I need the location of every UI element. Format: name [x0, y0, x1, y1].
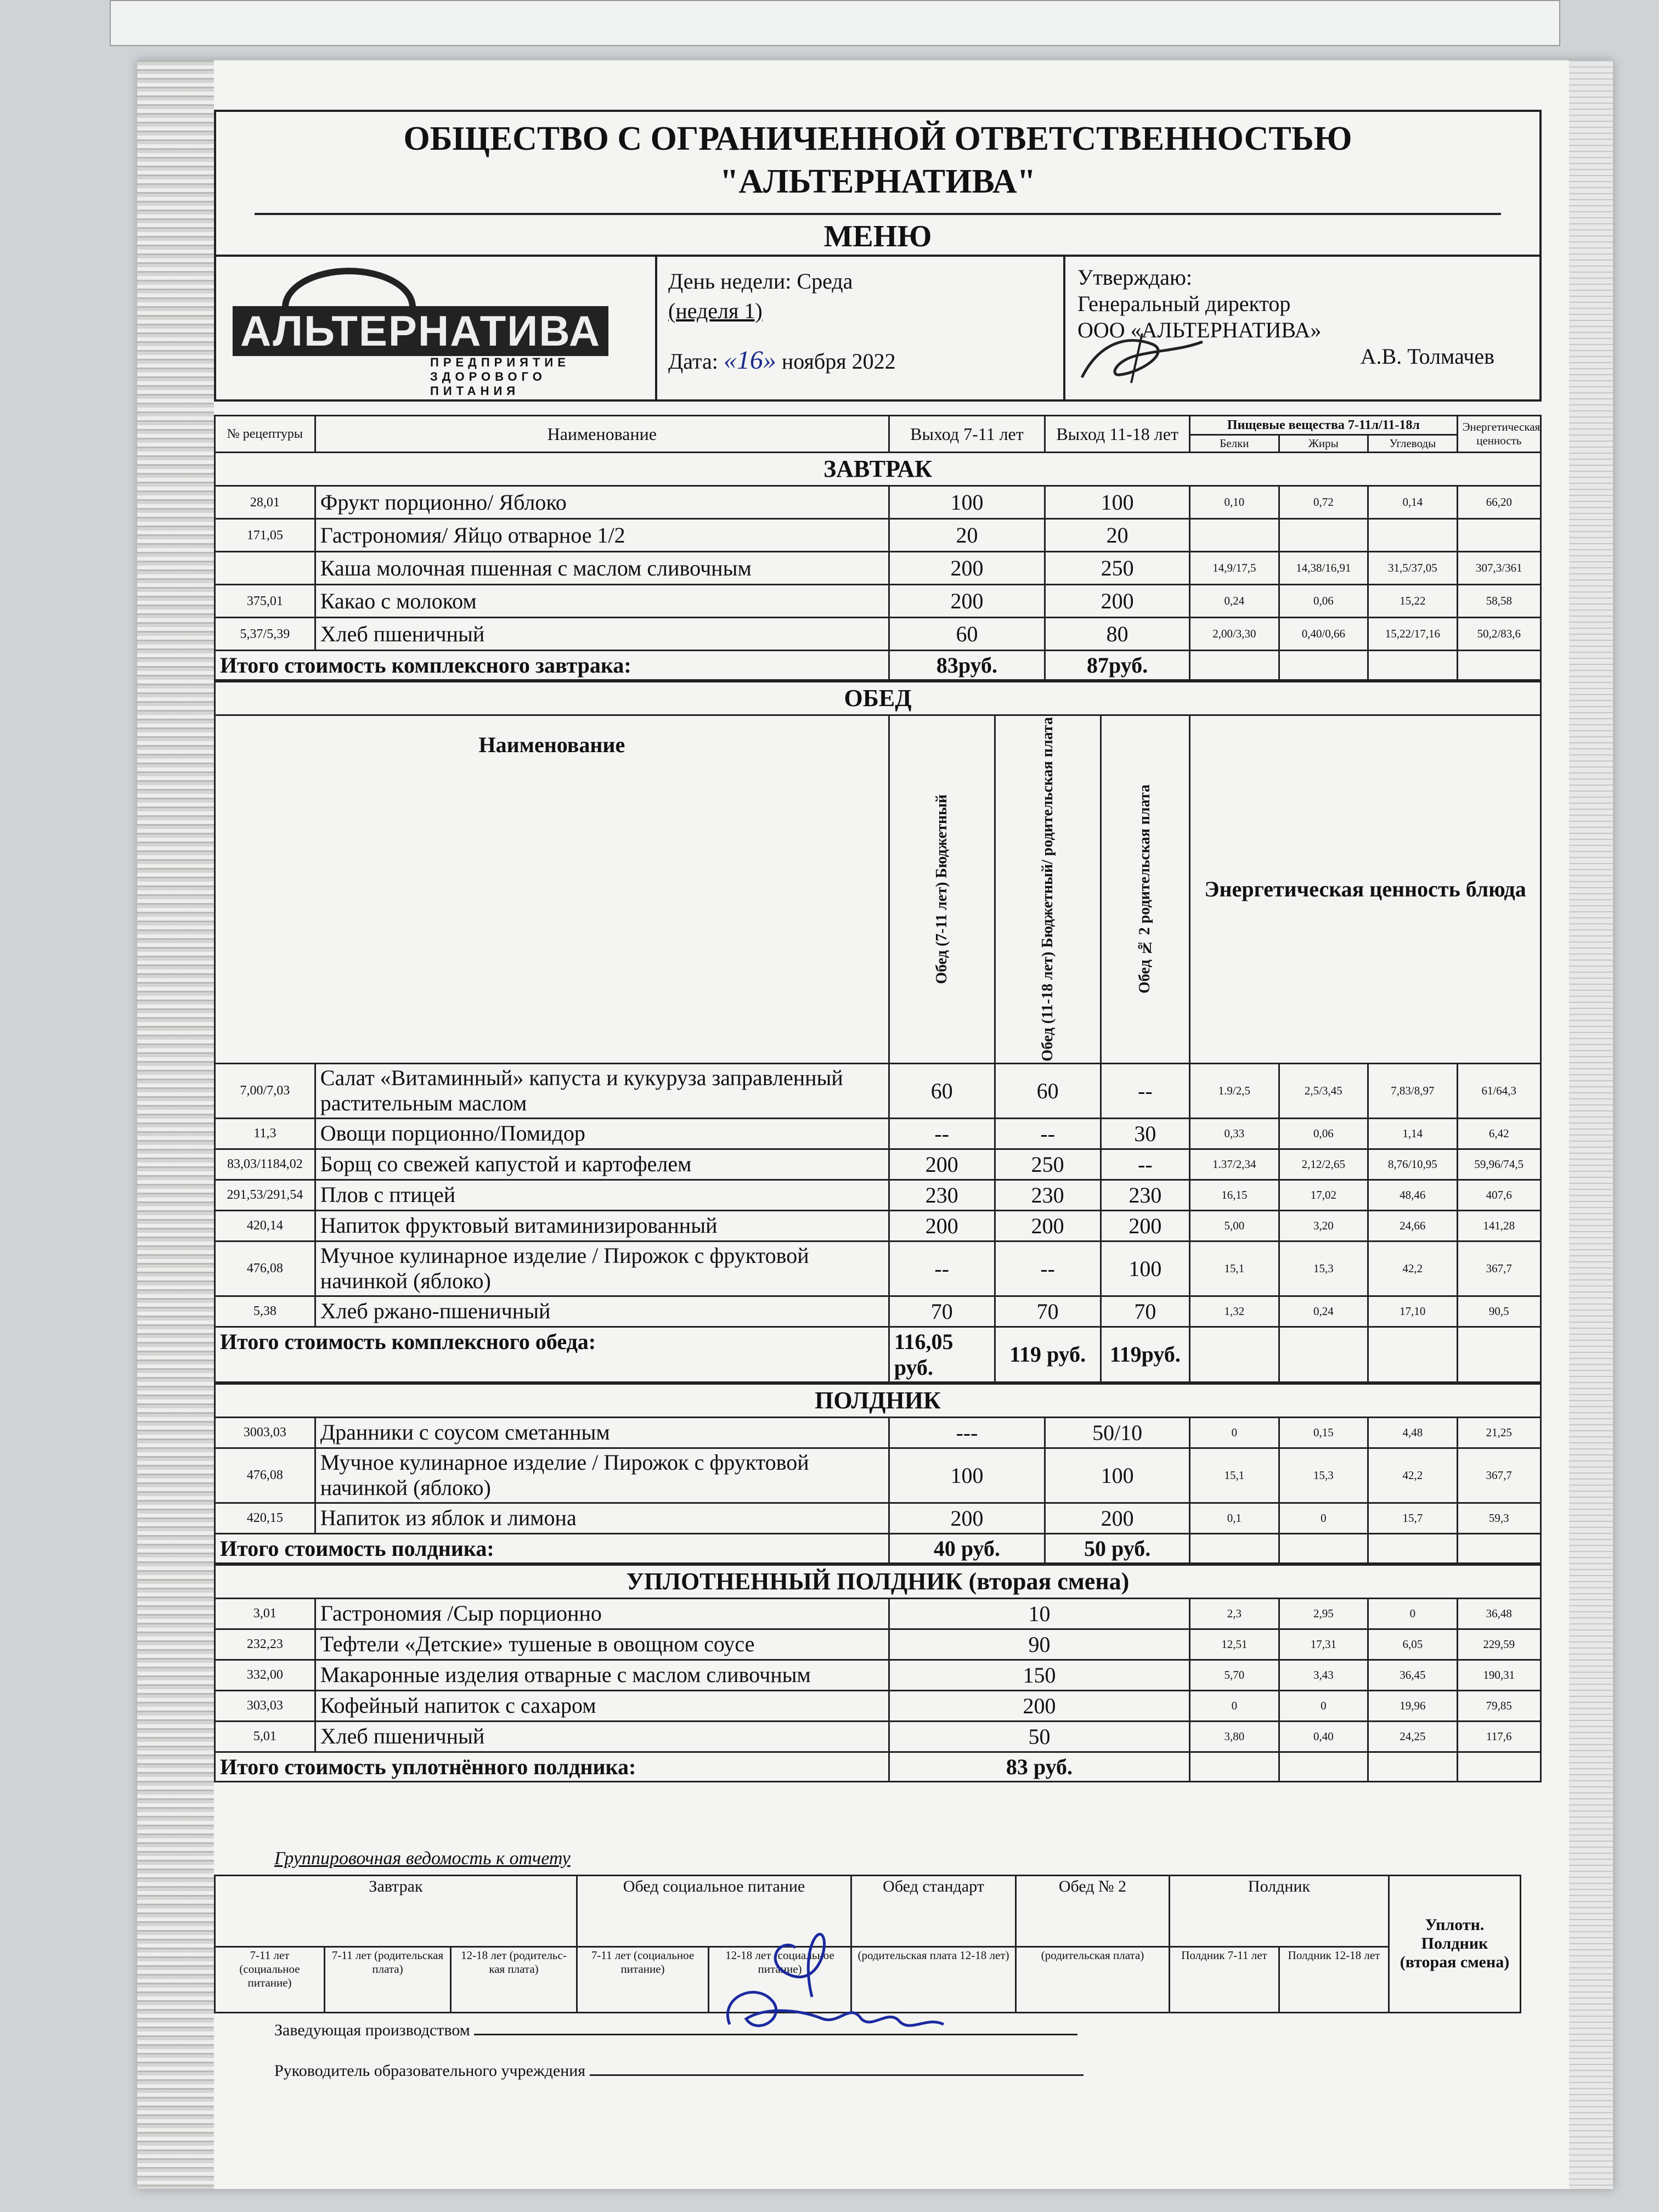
- table-row: [215, 1180, 1541, 1210]
- portion-1118: 100: [1045, 1448, 1190, 1503]
- portion-1118: 20: [1045, 519, 1190, 552]
- dish-name: Кофейный напиток с сахаром: [315, 1690, 889, 1721]
- breakfast-rows: [215, 486, 1541, 651]
- carbs-value: 1,14: [1368, 1118, 1457, 1149]
- logo-subtitle: ПРЕДПРИЯТИЕ ЗДОРОВОГО ПИТАНИЯ: [430, 356, 570, 398]
- table-row: [215, 1629, 1541, 1660]
- snack-section-title: ПОЛДНИК: [215, 1384, 1541, 1417]
- breakfast-total-711: 83руб.: [889, 651, 1045, 680]
- snack2-total: 83 руб.: [889, 1752, 1189, 1781]
- recipe-number: 232,23: [215, 1629, 315, 1660]
- carbs-value: 15,22/17,16: [1368, 618, 1458, 651]
- col-fats-head: Жиры: [1279, 435, 1368, 453]
- snack-total-1118: 50 руб.: [1045, 1533, 1190, 1563]
- fats-value: 0,72: [1279, 486, 1368, 519]
- grouping-subhead: Полдник 7-11 лет: [1170, 1946, 1279, 2012]
- carbs-value: 0: [1368, 1598, 1457, 1629]
- handwritten-signature-icon: [713, 1915, 955, 2046]
- proteins-value: 0,1: [1190, 1503, 1279, 1533]
- date-label: Дата:: [668, 349, 718, 374]
- portion-1118: 200: [995, 1210, 1101, 1241]
- portion-711: 60: [889, 1063, 995, 1118]
- portion-1118: 60: [995, 1063, 1101, 1118]
- portion-1118: 250: [1045, 552, 1190, 585]
- energy-value: 50,2/83,6: [1457, 618, 1541, 651]
- energy-value: 66,20: [1457, 486, 1541, 519]
- col-recipe-head: № рецептуры: [215, 416, 315, 453]
- energy-value: 59,96/74,5: [1457, 1149, 1541, 1180]
- head-production-label: Заведующая производством: [274, 2021, 470, 2039]
- recipe-number: 303,03: [215, 1690, 315, 1721]
- snack2-total-label: Итого стоимость уплотнённого полдника:: [215, 1752, 889, 1781]
- proteins-value: 15,1: [1190, 1448, 1279, 1503]
- weekday: День недели: Среда: [668, 269, 853, 294]
- dish-name: Плов с птицей: [315, 1180, 889, 1210]
- proteins-value: 1.37/2,34: [1190, 1149, 1279, 1180]
- dish-name: Мучное кулинарное изделие / Пирожок с фруктовой начинкой (яблоко): [315, 1241, 889, 1296]
- energy-value: 407,6: [1457, 1180, 1541, 1210]
- proteins-value: 15,1: [1190, 1241, 1279, 1296]
- fats-value: 2,12/2,65: [1279, 1149, 1368, 1180]
- portion-1118: 200: [1045, 585, 1190, 618]
- lunch-total-2: 119руб.: [1101, 1327, 1189, 1382]
- table-row: [215, 1149, 1541, 1180]
- energy-value: 79,85: [1457, 1690, 1541, 1721]
- grp-snack2-head: Уплотн. Полдник (вторая смена): [1389, 1875, 1521, 2012]
- table-row: [215, 1721, 1541, 1752]
- grouping-subhead: (родительская плата 12-18 лет): [851, 1946, 1016, 2012]
- portion-711: 200: [889, 1210, 995, 1241]
- fats-value: 0,06: [1279, 585, 1368, 618]
- proteins-value: 3,80: [1190, 1721, 1279, 1752]
- recipe-number: 83,03/1184,02: [215, 1149, 315, 1180]
- recipe-number: 3,01: [215, 1598, 315, 1629]
- proteins-value: 0,33: [1190, 1118, 1279, 1149]
- grouping-subhead: Полдник 12-18 лет: [1279, 1946, 1389, 2012]
- col-nutr-head: Пищевые вещества 7-11л/11-18л: [1190, 416, 1457, 435]
- recipe-number: 5,38: [215, 1296, 315, 1327]
- fats-value: 0: [1279, 1690, 1368, 1721]
- table-row: [215, 519, 1541, 552]
- carbs-value: 19,96: [1368, 1690, 1457, 1721]
- fats-value: 0,06: [1279, 1118, 1368, 1149]
- date-day: «16»: [723, 346, 776, 375]
- table-row: [215, 1598, 1541, 1629]
- fats-value: 2,95: [1279, 1598, 1368, 1629]
- dish-name: Овощи порционно/Помидор: [315, 1118, 889, 1149]
- table-row: [215, 1118, 1541, 1149]
- portion-711: 70: [889, 1296, 995, 1327]
- energy-value: 61/64,3: [1457, 1063, 1541, 1118]
- dish-name: Каша молочная пшенная с маслом сливочным: [315, 552, 889, 585]
- proteins-value: 0: [1190, 1417, 1279, 1448]
- dish-name: Какао с молоком: [315, 585, 889, 618]
- portion-1118: 200: [1045, 1503, 1190, 1533]
- energy-value: 21,25: [1457, 1417, 1541, 1448]
- carbs-value: 6,05: [1368, 1629, 1457, 1660]
- portion-1118: 250: [995, 1149, 1101, 1180]
- carbs-value: 24,25: [1368, 1721, 1457, 1752]
- fats-value: 3,43: [1279, 1660, 1368, 1690]
- energy-value: 59,3: [1457, 1503, 1541, 1533]
- portion-lunch2: 30: [1101, 1118, 1189, 1149]
- energy-value: 229,59: [1457, 1629, 1541, 1660]
- dish-name: Хлеб пшеничный: [315, 1721, 889, 1752]
- head-school-line: [274, 2062, 1542, 2080]
- fats-value: 17,02: [1279, 1180, 1368, 1210]
- header-row: [216, 255, 1539, 399]
- portion-711: 60: [889, 618, 1045, 651]
- fats-value: 15,3: [1279, 1241, 1368, 1296]
- carbs-value: 24,66: [1368, 1210, 1457, 1241]
- portion-711: 100: [889, 486, 1045, 519]
- breakfast-table: [214, 415, 1542, 681]
- energy-value: 190,31: [1457, 1660, 1541, 1690]
- grouping-subhead: 7-11 лет (социальное питание): [215, 1946, 325, 2012]
- proteins-value: 0: [1190, 1690, 1279, 1721]
- approve-line1: Утверждаю:: [1077, 265, 1192, 290]
- logo-wordmark: АЛЬТЕРНАТИВА: [233, 306, 608, 356]
- energy-value: 367,7: [1457, 1241, 1541, 1296]
- recipe-number: 291,53/291,54: [215, 1180, 315, 1210]
- fats-value: [1279, 519, 1368, 552]
- portion-lunch2: 100: [1101, 1241, 1189, 1296]
- proteins-value: 0,24: [1190, 585, 1279, 618]
- lunch-total-1118: 119 руб.: [995, 1327, 1101, 1382]
- table-row: [215, 618, 1541, 651]
- fats-value: 0: [1279, 1503, 1368, 1533]
- approve-line2: Генеральный директор: [1077, 291, 1291, 316]
- portion: 10: [889, 1598, 1189, 1629]
- grp-lunch-std-head: Обед стандарт: [851, 1875, 1016, 1946]
- carbs-value: 42,2: [1368, 1448, 1457, 1503]
- grouping-title: Группировочная ведомость к отчету: [274, 1848, 571, 1869]
- recipe-number: 7,00/7,03: [215, 1063, 315, 1118]
- recipe-number: 5,01: [215, 1721, 315, 1752]
- recipe-number: 5,37/5,39: [215, 618, 315, 651]
- dish-name: Фрукт порционно/ Яблоко: [315, 486, 889, 519]
- fats-value: 0,40: [1279, 1721, 1368, 1752]
- carbs-value: 15,7: [1368, 1503, 1457, 1533]
- recipe-number: 28,01: [215, 486, 315, 519]
- portion-711: 200: [889, 552, 1045, 585]
- lunch-name-head: Наименование: [215, 715, 889, 1064]
- portion: 200: [889, 1690, 1189, 1721]
- dish-name: Макаронные изделия отварные с маслом сливочным: [315, 1660, 889, 1690]
- fats-value: 0,15: [1279, 1417, 1368, 1448]
- energy-value: 90,5: [1457, 1296, 1541, 1327]
- lunch-col2-head: Обед (11-18 лет) Бюджетный/ родительская плата: [1039, 717, 1056, 1062]
- proteins-value: 2,00/3,30: [1190, 618, 1279, 651]
- col-name-head: Наименование: [315, 416, 889, 453]
- breakfast-total-label: Итого стоимость комплексного завтрака:: [215, 651, 889, 680]
- approve-line3: ООО «АЛЬТЕРНАТИВА»: [1077, 318, 1322, 342]
- recipe-number: 171,05: [215, 519, 315, 552]
- lunch-rows: [215, 1063, 1541, 1327]
- carbs-value: 7,83/8,97: [1368, 1063, 1457, 1118]
- dish-name: Гастрономия/ Яйцо отварное 1/2: [315, 519, 889, 552]
- header-block: [214, 110, 1542, 402]
- proteins-value: 1.9/2,5: [1190, 1063, 1279, 1118]
- grouping-subhead: 12-18 лет (родительс-кая плата): [451, 1946, 577, 2012]
- carbs-value: 17,10: [1368, 1296, 1457, 1327]
- portion: 90: [889, 1629, 1189, 1660]
- date-rest: ноября 2022: [781, 349, 896, 374]
- date-line: [668, 346, 1052, 376]
- portion-711: 200: [889, 585, 1045, 618]
- portion: 50: [889, 1721, 1189, 1752]
- carbs-value: [1368, 519, 1458, 552]
- head-school-label: Руководитель образовательного учреждения: [274, 2061, 586, 2080]
- portion-711: 20: [889, 519, 1045, 552]
- snack2-rows: [215, 1598, 1541, 1752]
- table-row: [215, 1296, 1541, 1327]
- snack2-section-title: УПЛОТНЕННЫЙ ПОЛДНИК (вторая смена): [215, 1565, 1541, 1598]
- snack-total-label: Итого стоимость полдника:: [215, 1533, 889, 1563]
- recipe-number: 476,08: [215, 1448, 315, 1503]
- recipe-number: 420,15: [215, 1503, 315, 1533]
- copy-artifact-left: [137, 60, 214, 2189]
- dish-name: Мучное кулинарное изделие / Пирожок с фруктовой начинкой (яблоко): [315, 1448, 889, 1503]
- grouping-subhead: 7-11 лет (социальное питание): [577, 1946, 709, 2012]
- portion-711: 200: [889, 1503, 1045, 1533]
- dish-name: Салат «Витаминный» капуста и кукуруза заправленный растительным маслом: [315, 1063, 889, 1118]
- portion-711: 100: [889, 1448, 1045, 1503]
- org-name-line1: ОБЩЕСТВО С ОГРАНИЧЕННОЙ ОТВЕТСТВЕННОСТЬЮ: [403, 120, 1352, 157]
- carbs-value: 48,46: [1368, 1180, 1457, 1210]
- approval-block: [1065, 257, 1539, 399]
- portion-711: ---: [889, 1417, 1045, 1448]
- carbs-value: 36,45: [1368, 1660, 1457, 1690]
- document-content: [214, 110, 1542, 2080]
- energy-value: 58,58: [1457, 585, 1541, 618]
- portion: 150: [889, 1660, 1189, 1690]
- table-row: [215, 1063, 1541, 1118]
- portion-1118: --: [995, 1241, 1101, 1296]
- recipe-number: 332,00: [215, 1660, 315, 1690]
- table-row: [215, 585, 1541, 618]
- lunch-energy-head: Энергетическая ценность блюда: [1190, 715, 1541, 1064]
- portion-lunch2: 200: [1101, 1210, 1189, 1241]
- recipe-number: 3003,03: [215, 1417, 315, 1448]
- table-row: [215, 1241, 1541, 1296]
- proteins-value: 14,9/17,5: [1190, 552, 1279, 585]
- proteins-value: 2,3: [1190, 1598, 1279, 1629]
- fats-value: 17,31: [1279, 1629, 1368, 1660]
- breakfast-total-1118: 87руб.: [1045, 651, 1190, 680]
- snack2-table: [214, 1564, 1542, 1782]
- table-row: [215, 1660, 1541, 1690]
- week-number: (неделя 1): [668, 298, 763, 323]
- portion-1118: 70: [995, 1296, 1101, 1327]
- proteins-value: 5,00: [1190, 1210, 1279, 1241]
- dish-name: Тефтели «Детские» тушеные в овощном соусе: [315, 1629, 889, 1660]
- fats-value: 3,20: [1279, 1210, 1368, 1241]
- portion-lunch2: 230: [1101, 1180, 1189, 1210]
- energy-value: 367,7: [1457, 1448, 1541, 1503]
- table-row: [215, 1210, 1541, 1241]
- recipe-number: 420,14: [215, 1210, 315, 1241]
- portion-lunch2: 70: [1101, 1296, 1189, 1327]
- portion-1118: 50/10: [1045, 1417, 1190, 1448]
- col-proteins-head: Белки: [1190, 435, 1279, 453]
- portion-1118: 80: [1045, 618, 1190, 651]
- col-out711-head: Выход 7-11 лет: [889, 416, 1045, 453]
- fats-value: 14,38/16,91: [1279, 552, 1368, 585]
- fats-value: 15,3: [1279, 1448, 1368, 1503]
- proteins-value: 0,10: [1190, 486, 1279, 519]
- grouping-subhead: 12-18 лет (социальное питание): [709, 1946, 851, 2012]
- portion-1118: 230: [995, 1180, 1101, 1210]
- portion-711: --: [889, 1241, 995, 1296]
- portion-711: 230: [889, 1180, 995, 1210]
- portion-1118: --: [995, 1118, 1101, 1149]
- portion-lunch2: --: [1101, 1149, 1189, 1180]
- lunch-col3-head: Обед № 2 родительская плата: [1136, 785, 1154, 994]
- carbs-value: 31,5/37,05: [1368, 552, 1458, 585]
- recipe-number: 11,3: [215, 1118, 315, 1149]
- grp-snack-head: Полдник: [1170, 1875, 1389, 1946]
- table-row: [215, 552, 1541, 585]
- table-row: [215, 1417, 1541, 1448]
- proteins-value: [1190, 519, 1279, 552]
- grouping-subhead: 7-11 лет (родительская плата): [325, 1946, 451, 2012]
- grp-lunch-social-head: Обед социальное питание: [577, 1875, 851, 1946]
- grp-breakfast-head: Завтрак: [215, 1875, 577, 1946]
- lunch-section-title: ОБЕД: [215, 682, 1541, 715]
- energy-value: 141,28: [1457, 1210, 1541, 1241]
- director-signature-icon: [1076, 323, 1214, 388]
- approve-name: А.В. Толмачев: [1360, 344, 1494, 369]
- header-rule: [255, 213, 1501, 215]
- menu-document: [137, 60, 1613, 2189]
- dish-name: Гастрономия /Сыр порционно: [315, 1598, 889, 1629]
- snack-rows: [215, 1417, 1541, 1533]
- lunch-total-711: 116,05 руб.: [889, 1327, 995, 1382]
- fats-value: 0,40/0,66: [1279, 618, 1368, 651]
- lunch-col1-head: Обед (7-11 лет) Бюджетный: [933, 794, 950, 984]
- portion-1118: 100: [1045, 486, 1190, 519]
- portion-lunch2: --: [1101, 1063, 1189, 1118]
- dish-name: Борщ со свежей капустой и картофелем: [315, 1149, 889, 1180]
- energy-value: 36,48: [1457, 1598, 1541, 1629]
- col-out1118-head: Выход 11-18 лет: [1045, 416, 1190, 453]
- lunch-table: [214, 681, 1542, 1383]
- table-row: [215, 1690, 1541, 1721]
- energy-value: 117,6: [1457, 1721, 1541, 1752]
- energy-value: 307,3/361: [1457, 552, 1541, 585]
- copy-artifact-right: [1569, 60, 1613, 2189]
- energy-value: [1457, 519, 1541, 552]
- dish-name: Напиток фруктовый витаминизированный: [315, 1210, 889, 1241]
- carbs-value: 8,76/10,95: [1368, 1149, 1457, 1180]
- proteins-value: 12,51: [1190, 1629, 1279, 1660]
- proteins-value: 16,15: [1190, 1180, 1279, 1210]
- portion-711: --: [889, 1118, 995, 1149]
- background-sheet: [110, 0, 1560, 46]
- dish-name: Хлеб пшеничный: [315, 618, 889, 651]
- fats-value: 0,24: [1279, 1296, 1368, 1327]
- table-row: [215, 486, 1541, 519]
- proteins-value: 1,32: [1190, 1296, 1279, 1327]
- proteins-value: 5,70: [1190, 1660, 1279, 1690]
- recipe-number: 476,08: [215, 1241, 315, 1296]
- recipe-number: [215, 552, 315, 585]
- company-logo: [216, 257, 657, 399]
- lunch-total-label: Итого стоимость комплексного обеда:: [215, 1327, 889, 1382]
- carbs-value: 15,22: [1368, 585, 1458, 618]
- table-row: [215, 1503, 1541, 1533]
- breakfast-section-title: ЗАВТРАК: [215, 453, 1541, 486]
- table-row: [215, 1448, 1541, 1503]
- snack-table: [214, 1383, 1542, 1564]
- org-name-line2: "АЛЬТЕРНАТИВА": [719, 163, 1036, 200]
- portion-711: 200: [889, 1149, 995, 1180]
- snack-total-711: 40 руб.: [889, 1533, 1045, 1563]
- grouping-subhead: (родительская плата): [1016, 1946, 1170, 2012]
- recipe-number: 375,01: [215, 585, 315, 618]
- col-energy-head: Энергетическая ценность: [1457, 416, 1541, 453]
- menu-title: МЕНЮ: [823, 219, 932, 253]
- energy-value: 6,42: [1457, 1118, 1541, 1149]
- day-info: [657, 257, 1065, 399]
- grp-lunch2-head: Обед № 2: [1016, 1875, 1170, 1946]
- dish-name: Дранники с соусом сметанным: [315, 1417, 889, 1448]
- carbs-value: 0,14: [1368, 486, 1458, 519]
- carbs-value: 4,48: [1368, 1417, 1457, 1448]
- dish-name: Напиток из яблок и лимона: [315, 1503, 889, 1533]
- col-carbs-head: Углеводы: [1368, 435, 1458, 453]
- fats-value: 2,5/3,45: [1279, 1063, 1368, 1118]
- dish-name: Хлеб ржано-пшеничный: [315, 1296, 889, 1327]
- carbs-value: 42,2: [1368, 1241, 1457, 1296]
